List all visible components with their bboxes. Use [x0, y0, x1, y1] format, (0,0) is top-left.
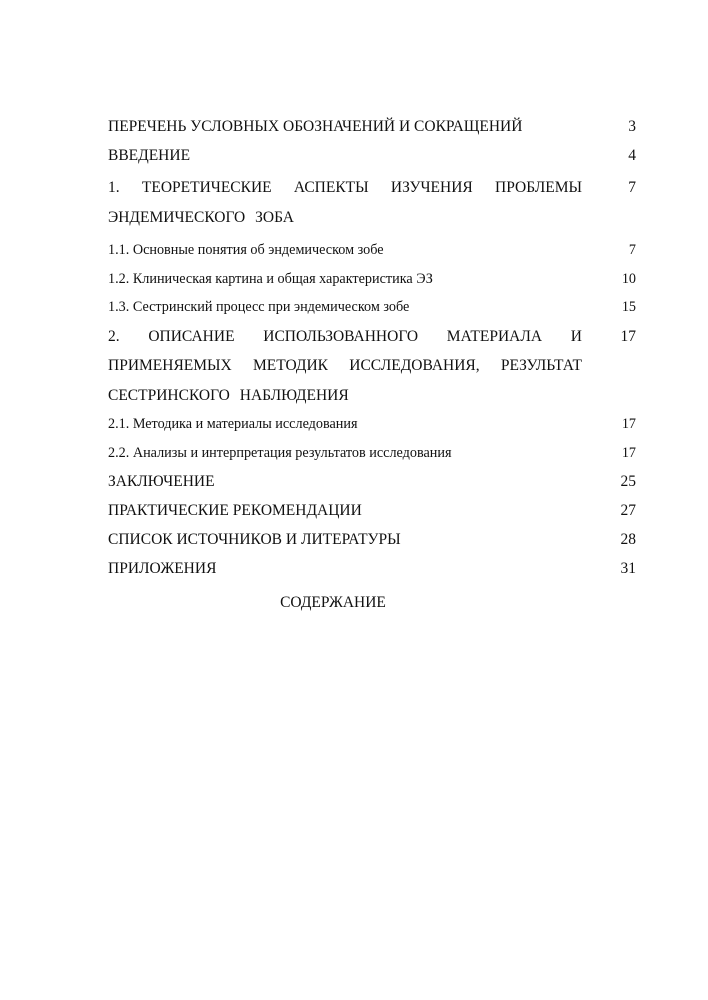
toc-entry-abbreviations	[108, 112, 638, 141]
toc-entry-page: 15	[621, 299, 636, 315]
toc-entry-title: ПРАКТИЧЕСКИЕ РЕКОМЕНДАЦИИ	[108, 502, 362, 519]
toc-entry-page: 10	[621, 270, 636, 287]
toc-entry-page: 17	[621, 444, 636, 461]
toc-entry-section-2-1	[108, 410, 638, 439]
toc-entry-section-1-1	[108, 236, 638, 265]
toc-entry-page: 17	[621, 416, 636, 432]
toc-entry-chapter-2	[108, 322, 638, 411]
toc-entry-page: 4	[628, 147, 636, 164]
toc-entry-title: 1.2. Клиническая картина и общая характеристика ЭЗ	[108, 270, 433, 287]
toc-entry-title: 2.1. Методика и материалы исследования	[108, 416, 358, 432]
toc-entry-title: ПРИЛОЖЕНИЯ	[108, 560, 217, 577]
toc-entry-section-1-2	[108, 265, 638, 294]
toc-entry-title: ВВЕДЕНИЕ	[108, 147, 191, 164]
page-title: СОДЕРЖАНИЕ	[280, 594, 386, 611]
table-of-contents	[108, 112, 638, 583]
toc-entry-appendices	[108, 554, 638, 583]
toc-entry-page: 7	[628, 242, 636, 258]
toc-entry-section-2-2	[108, 439, 638, 468]
toc-entry-title: 1. ТЕОРЕТИЧЕСКИЕ АСПЕКТЫ ИЗУЧЕНИЯ ПРОБЛЕМЫ ЭНДЕМИЧЕСКОГО ЗОБА	[108, 179, 582, 226]
toc-entry-title: ЗАКЛЮЧЕНИЕ	[108, 473, 215, 490]
toc-entry-references	[108, 525, 638, 554]
toc-entry-title: 1.3. Сестринский процесс при эндемическом зобе	[108, 299, 410, 315]
toc-entry-recommendations	[108, 496, 638, 525]
toc-entry-page: 7	[628, 179, 636, 196]
toc-entry-title: СПИСОК ИСТОЧНИКОВ И ЛИТЕРАТУРЫ	[108, 531, 401, 548]
toc-entry-title: 1.1. Основные понятия об эндемическом зобе	[108, 242, 384, 258]
toc-entry-title: 2.2. Анализы и интерпретация результатов исследования	[108, 444, 452, 461]
toc-entry-page: 31	[620, 560, 636, 577]
toc-entry-page: 27	[620, 502, 636, 519]
toc-entry-page: 3	[628, 118, 636, 135]
toc-entry-title: 2. ОПИСАНИЕ ИСПОЛЬЗОВАННОГО МАТЕРИАЛА И ПРИМЕНЯЕМЫХ МЕТОДИК ИССЛЕДОВАНИЯ, РЕЗУЛЬТАТ СЕСТРИНСКОГО НАБЛЮДЕНИЯ	[108, 327, 582, 404]
toc-entry-page: 28	[620, 531, 636, 548]
toc-entry-page: 25	[620, 473, 636, 490]
toc-entry-introduction	[108, 141, 638, 170]
toc-entry-title: ПЕРЕЧЕНЬ УСЛОВНЫХ ОБОЗНАЧЕНИЙ И СОКРАЩЕНИЙ	[108, 118, 523, 135]
toc-entry-section-1-3	[108, 293, 638, 322]
toc-entry-conclusion	[108, 467, 638, 496]
toc-entry-chapter-1	[108, 173, 638, 232]
toc-entry-page: 17	[620, 327, 636, 345]
